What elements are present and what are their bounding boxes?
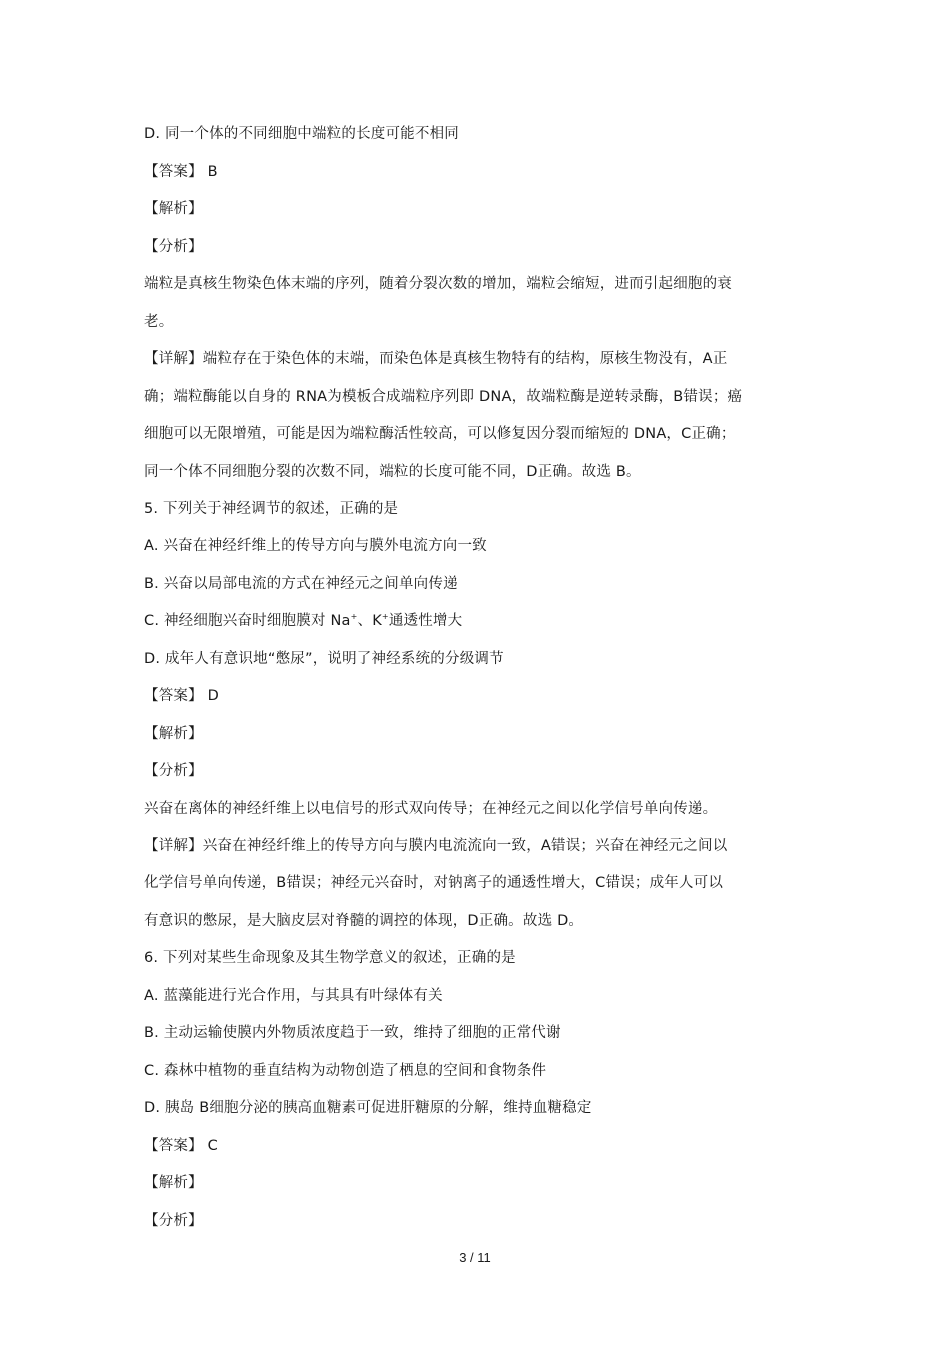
option-a-q5: A. 兴奋在神经纤维上的传导方向与膜外电流方向一致 (144, 538, 487, 554)
option-a-q6: A. 蓝藻能进行光合作用，与其具有叶绿体有关 (144, 988, 443, 1004)
fenxi-text-q4-line2: 老。 (144, 314, 174, 330)
option-b-q6: B. 主动运输使膜内外物质浓度趋于一致，维持了细胞的正常代谢 (144, 1025, 561, 1041)
fenxi-text-q5: 兴奋在离体的神经纤维上以电信号的形式双向传导；在神经元之间以化学信号单向传递。 (144, 801, 718, 817)
answer-q4: 【答案】 B (144, 164, 218, 180)
detail-q4-line4: 同一个体不同细胞分裂的次数不同，端粒的长度可能不同，D正确。故选 B。 (144, 464, 641, 480)
option-d-q4: D. 同一个体的不同细胞中端粒的长度可能不相同 (144, 126, 459, 142)
detail-q4-line3: 细胞可以无限增殖，可能是因为端粒酶活性较高，可以修复因分裂而缩短的 DNA，C正确； (144, 426, 736, 442)
option-c-q5 (144, 611, 814, 631)
question-6: 6. 下列对某些生命现象及其生物学意义的叙述，正确的是 (144, 950, 516, 966)
option-c-q5-prefix: C. 神经细胞兴奋时细胞膜对 Na (144, 613, 351, 629)
option-b-q5: B. 兴奋以局部电流的方式在神经元之间单向传递 (144, 576, 458, 592)
fenxi-text-q4-line1: 端粒是真核生物染色体末端的序列，随着分裂次数的增加，端粒会缩短，进而引起细胞的衰 (144, 276, 732, 292)
detail-q5-line3: 有意识的憋尿，是大脑皮层对脊髓的调控的体现，D正确。故选 D。 (144, 913, 584, 929)
detail-q5-line1: 【详解】兴奋在神经纤维上的传导方向与膜内电流流向一致，A错误；兴奋在神经元之间以 (144, 838, 728, 854)
fenxi-heading-q5: 【分析】 (144, 763, 203, 779)
na-superscript: + (350, 612, 358, 621)
option-c-q5-suffix: 通透性增大 (388, 613, 463, 629)
detail-q4-line2: 确；端粒酶能以自身的 RNA为模板合成端粒序列即 DNA，故端粒酶是逆转录酶，B错误；癌 (144, 389, 743, 405)
detail-q5-line2: 化学信号单向传递，B错误；神经元兴奋时，对钠离子的通透性增大，C错误；成年人可以 (144, 875, 724, 891)
analysis-heading-q5: 【解析】 (144, 726, 203, 742)
question-5: 5. 下列关于神经调节的叙述，正确的是 (144, 501, 399, 517)
option-d-q6: D. 胰岛 B细胞分泌的胰高血糖素可促进肝糖原的分解，维持血糖稳定 (144, 1100, 592, 1116)
option-d-q5: D. 成年人有意识地“憋尿”，说明了神经系统的分级调节 (144, 651, 504, 667)
answer-q6: 【答案】 C (144, 1138, 218, 1154)
option-c-q6: C. 森林中植物的垂直结构为动物创造了栖息的空间和食物条件 (144, 1063, 547, 1079)
fenxi-heading-q6: 【分析】 (144, 1213, 203, 1229)
page-number: 3 / 11 (459, 1250, 491, 1265)
answer-q5: 【答案】 D (144, 688, 219, 704)
analysis-heading-q6: 【解析】 (144, 1175, 203, 1191)
analysis-heading-q4: 【解析】 (144, 201, 203, 217)
option-c-q5-mid: 、K (357, 613, 382, 629)
k-superscript: + (381, 612, 389, 621)
detail-q4-line1: 【详解】端粒存在于染色体的末端，而染色体是真核生物特有的结构，原核生物没有，A正 (144, 351, 728, 367)
fenxi-heading-q4: 【分析】 (144, 239, 203, 255)
